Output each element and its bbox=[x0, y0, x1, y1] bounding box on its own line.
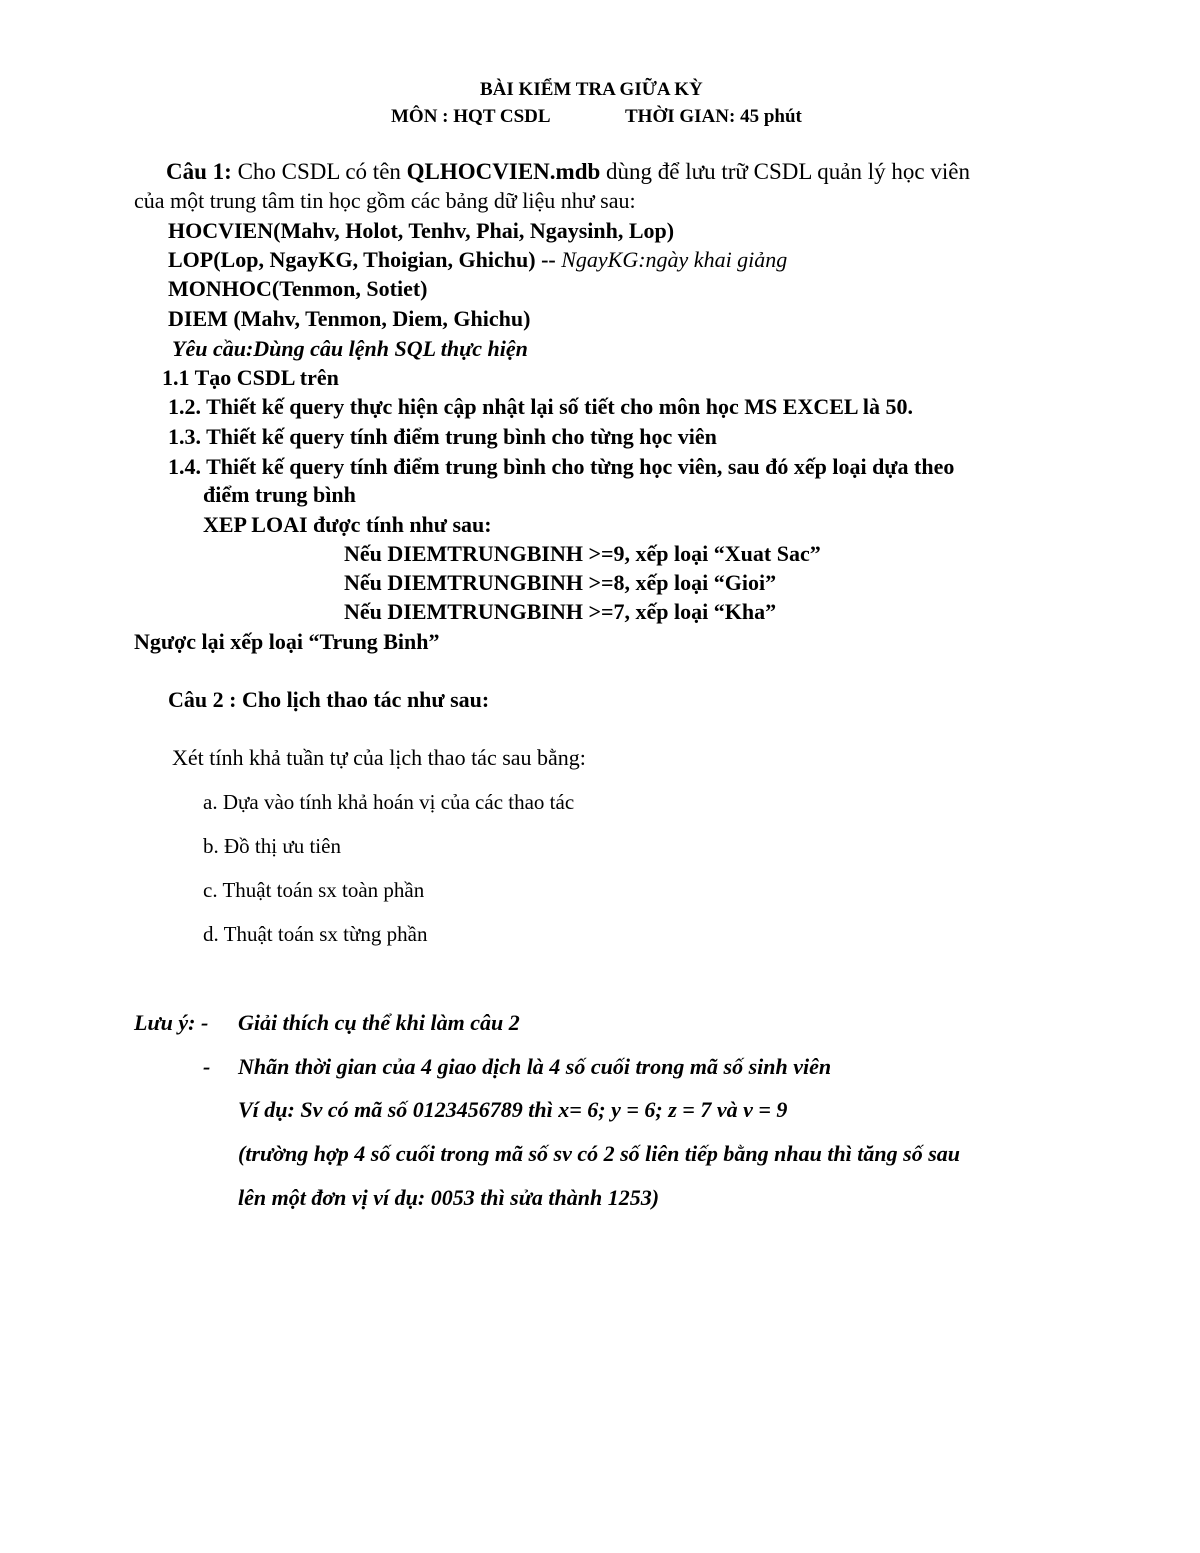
db-name: QLHOCVIEN.mdb bbox=[406, 159, 601, 184]
item-1-4: 1.4. Thiết kế query tính điểm trung bình cho từng học viên, sau đó xếp loại dựa theo bbox=[168, 454, 955, 479]
question1-intro-pre: Cho CSDL có tên bbox=[231, 159, 407, 184]
item-1-3: 1.3. Thiết kế query tính điểm trung bình cho từng học viên bbox=[168, 424, 717, 449]
note-line4: (trường hợp 4 số cuối trong mã số sv có 2 số liên tiếp bằng nhau thì tăng số sau bbox=[238, 1141, 960, 1166]
question1-intro bbox=[166, 160, 970, 183]
exam-subject: MÔN : HQT CSDL bbox=[391, 106, 551, 127]
rule-otherwise: Ngược lại xếp loại “Trung Binh” bbox=[134, 629, 440, 654]
table-lop-line bbox=[168, 249, 787, 271]
table-hocvien: HOCVIEN(Mahv, Holot, Tenhv, Phai, Ngaysinh, Lop) bbox=[168, 218, 675, 243]
table-lop-note: NgayKG:ngày khai giảng bbox=[555, 247, 788, 272]
table-diem: DIEM (Mahv, Tenmon, Diem, Ghichu) bbox=[168, 306, 531, 331]
note-line5: lên một đơn vị ví dụ: 0053 thì sửa thành 1253) bbox=[238, 1185, 660, 1210]
question1-label: Câu 1: bbox=[166, 159, 232, 184]
rule-gioi: Nếu DIEMTRUNGBINH >=8, xếp loại “Gioi” bbox=[344, 570, 777, 595]
item-1-2: 1.2. Thiết kế query thực hiện cập nhật lại số tiết cho môn học MS EXCEL là 50. bbox=[168, 394, 913, 419]
exam-title: BÀI KIỂM TRA GIỮA KỲ bbox=[480, 79, 703, 100]
question1-intro-line2: của một trung tâm tin học gồm các bảng dữ liệu như sau: bbox=[134, 188, 636, 213]
question2-option-a: a. Dựa vào tính khả hoán vị của các thao tác bbox=[203, 790, 575, 814]
question2-title: Câu 2 : Cho lịch thao tác như sau: bbox=[168, 687, 490, 712]
note-line3: Ví dụ: Sv có mã số 0123456789 thì x= 6; y = 6; z = 7 và v = 9 bbox=[238, 1097, 788, 1122]
xeploai-title: XEP LOAI được tính như sau: bbox=[203, 512, 492, 537]
table-monhoc: MONHOC(Tenmon, Sotiet) bbox=[168, 276, 428, 301]
question2-option-c: c. Thuật toán sx toàn phần bbox=[203, 878, 425, 902]
question1-intro-post: dùng để lưu trữ CSDL quản lý học viên bbox=[600, 159, 970, 184]
note-label: Lưu ý: - bbox=[134, 1010, 209, 1035]
item-1-1: 1.1 Tạo CSDL trên bbox=[162, 365, 339, 390]
rule-xuat-sac: Nếu DIEMTRUNGBINH >=9, xếp loại “Xuat Sac” bbox=[344, 541, 821, 566]
question2-prompt: Xét tính khả tuần tự của lịch thao tác sau bằng: bbox=[172, 745, 586, 770]
question2-option-d: d. Thuật toán sx từng phần bbox=[203, 922, 428, 946]
table-lop: LOP(Lop, NgayKG, Thoigian, Ghichu) -- bbox=[168, 247, 556, 272]
exam-time: THỜI GIAN: 45 phút bbox=[625, 106, 802, 127]
rule-kha: Nếu DIEMTRUNGBINH >=7, xếp loại “Kha” bbox=[344, 599, 777, 624]
question2-option-b: b. Đồ thị ưu tiên bbox=[203, 834, 341, 858]
note-line1: Giải thích cụ thể khi làm câu 2 bbox=[238, 1010, 520, 1035]
requirement: Yêu cầu:Dùng câu lệnh SQL thực hiện bbox=[172, 336, 528, 361]
note-line2: Nhãn thời gian của 4 giao dịch là 4 số cuối trong mã số sinh viên bbox=[238, 1054, 832, 1079]
item-1-4-cont: điểm trung bình bbox=[203, 482, 356, 507]
note-dash: - bbox=[203, 1054, 211, 1079]
